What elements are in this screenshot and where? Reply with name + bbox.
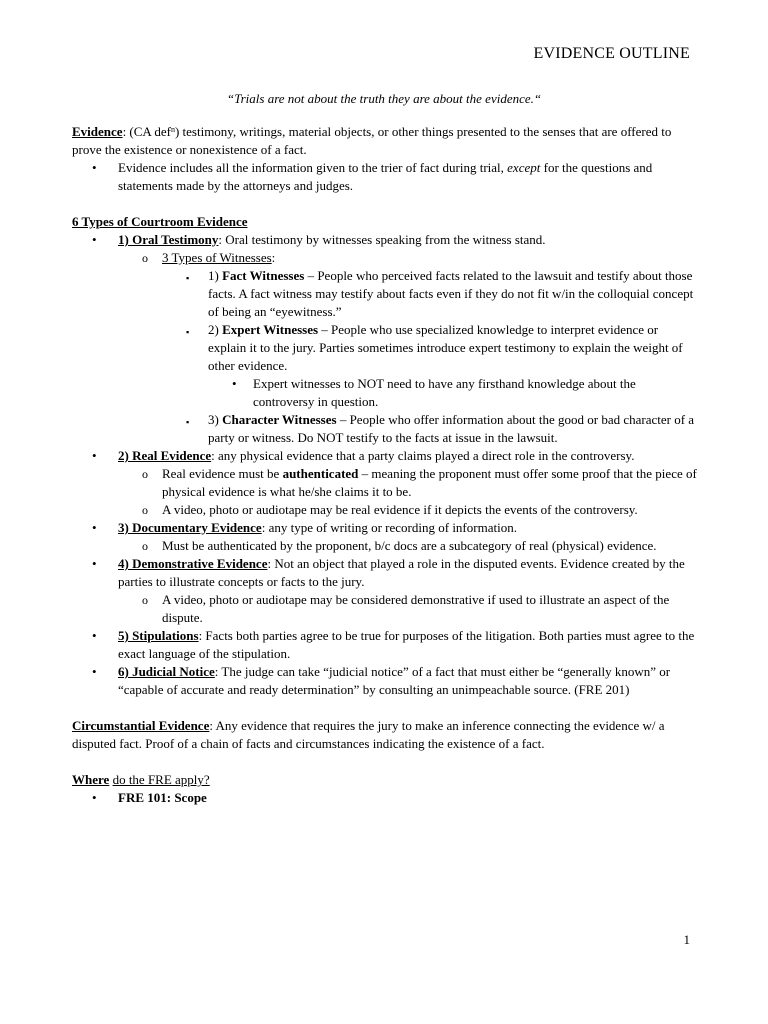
bullet-marker: •: [92, 790, 97, 805]
epigraph-quote: “Trials are not about the truth they are about the evidence.“: [226, 91, 542, 106]
where-heading: Where do the FRE apply?: [72, 772, 210, 787]
list-item-documentary-evidence: • 3) Documentary Evidence: any type of writing or recording of information.: [92, 520, 517, 535]
bullet-marker: •: [92, 160, 97, 175]
list-item-stipulations: • 5) Stipulations: Facts both parties agree to be true for purposes of the litigation. Both parties must agree to the exact language of the stipulation.: [92, 628, 695, 661]
list-item: o Real evidence must be authenticated – meaning the proponent must offer some proof that the piece of physical evidence is what he/she claims it to be.: [142, 466, 697, 499]
bullet-marker: o: [142, 251, 148, 265]
bullet-marker: •: [92, 628, 97, 643]
list-item: o A video, photo or audiotape may be real evidence if it depicts the events of the controversy.: [142, 502, 638, 517]
bullet-marker: o: [142, 467, 148, 481]
bullet-marker: o: [142, 593, 148, 607]
bullet-marker: o: [142, 539, 148, 553]
circumstantial-evidence-definition: Circumstantial Evidence: Any evidence that requires the jury to make an inference connecting the evidence w/ a disputed fact. Proof of a chain of facts and circumstances indicating the existence of a fact.: [72, 718, 665, 751]
evidence-term: Evidence: [72, 124, 123, 139]
list-item-demonstrative-evidence: • 4) Demonstrative Evidence: Not an object that played a role in the disputed events. Evidence created by the parties to illustrate concepts or facts to the jury.: [92, 556, 685, 589]
bullet-marker: ▪: [186, 273, 190, 283]
bullet-marker: •: [92, 556, 97, 571]
list-item: o Must be authenticated by the proponent, b/c docs are a subcategory of real (physical) evidence.: [142, 538, 657, 553]
list-item-expert-witnesses: ▪ 2) Expert Witnesses – People who use specialized knowledge to interpret evidence or explain it to the jury. Parties sometimes introduce expert testimony to explain the weight of other evidence.: [186, 322, 683, 373]
list-item-oral-testimony: • 1) Oral Testimony: Oral testimony by witnesses speaking from the witness stand.: [92, 232, 546, 247]
list-item-fre-101: • FRE 101: Scope: [92, 790, 207, 805]
page-number: 1: [683, 932, 690, 947]
document-body: [72, 123, 698, 807]
list-item: o A video, photo or audiotape may be considered demonstrative if used to illustrate an aspect of the dispute.: [142, 592, 670, 625]
section-heading-types: 6 Types of Courtroom Evidence: [72, 214, 248, 229]
bullet-marker: •: [92, 664, 97, 679]
list-item-fact-witnesses: ▪ 1) Fact Witnesses – People who perceived facts related to the lawsuit and testify about those facts. A fact witness may testify about facts even if they do not fit w/in the colloquial concept of being an “eyewitness.”: [186, 268, 694, 319]
bullet-marker: •: [92, 448, 97, 463]
evidence-definition: Evidence: (CA def$^n$) testimony, writings, material objects, or other things presented to the senses that are offered to prove the existence or nonexistence of a fact.: [72, 124, 672, 157]
list-item-expert-note: • Expert witnesses to NOT need to have any firsthand knowledge about the controversy in question.: [232, 376, 636, 409]
document-title: EVIDENCE OUTLINE: [533, 45, 690, 62]
bullet-marker: •: [232, 376, 237, 391]
list-item: • Evidence includes all the information given to the trier of fact during trial, except for the questions and statements made by the attorneys and judges.: [92, 160, 653, 193]
list-item-character-witnesses: ▪ 3) Character Witnesses – People who offer information about the good or bad character of a party or witness. Do NOT testify to the facts at issue in the lawsuit.: [186, 412, 695, 445]
bullet-marker: •: [92, 232, 97, 247]
list-item-witness-types: o 3 Types of Witnesses:: [142, 250, 276, 265]
bullet-marker: ▪: [186, 417, 190, 427]
bullet-marker: ▪: [186, 327, 190, 337]
list-item-real-evidence: • 2) Real Evidence: any physical evidence that a party claims played a direct role in the controversy.: [92, 448, 635, 463]
bullet-marker: •: [92, 520, 97, 535]
list-item-judicial-notice: • 6) Judicial Notice: The judge can take “judicial notice” of a fact that must either be “generally known” or “capable of accurate and ready determination” by consulting an unimpeachable source. (FRE 201): [92, 664, 671, 697]
bullet-marker: o: [142, 503, 148, 517]
